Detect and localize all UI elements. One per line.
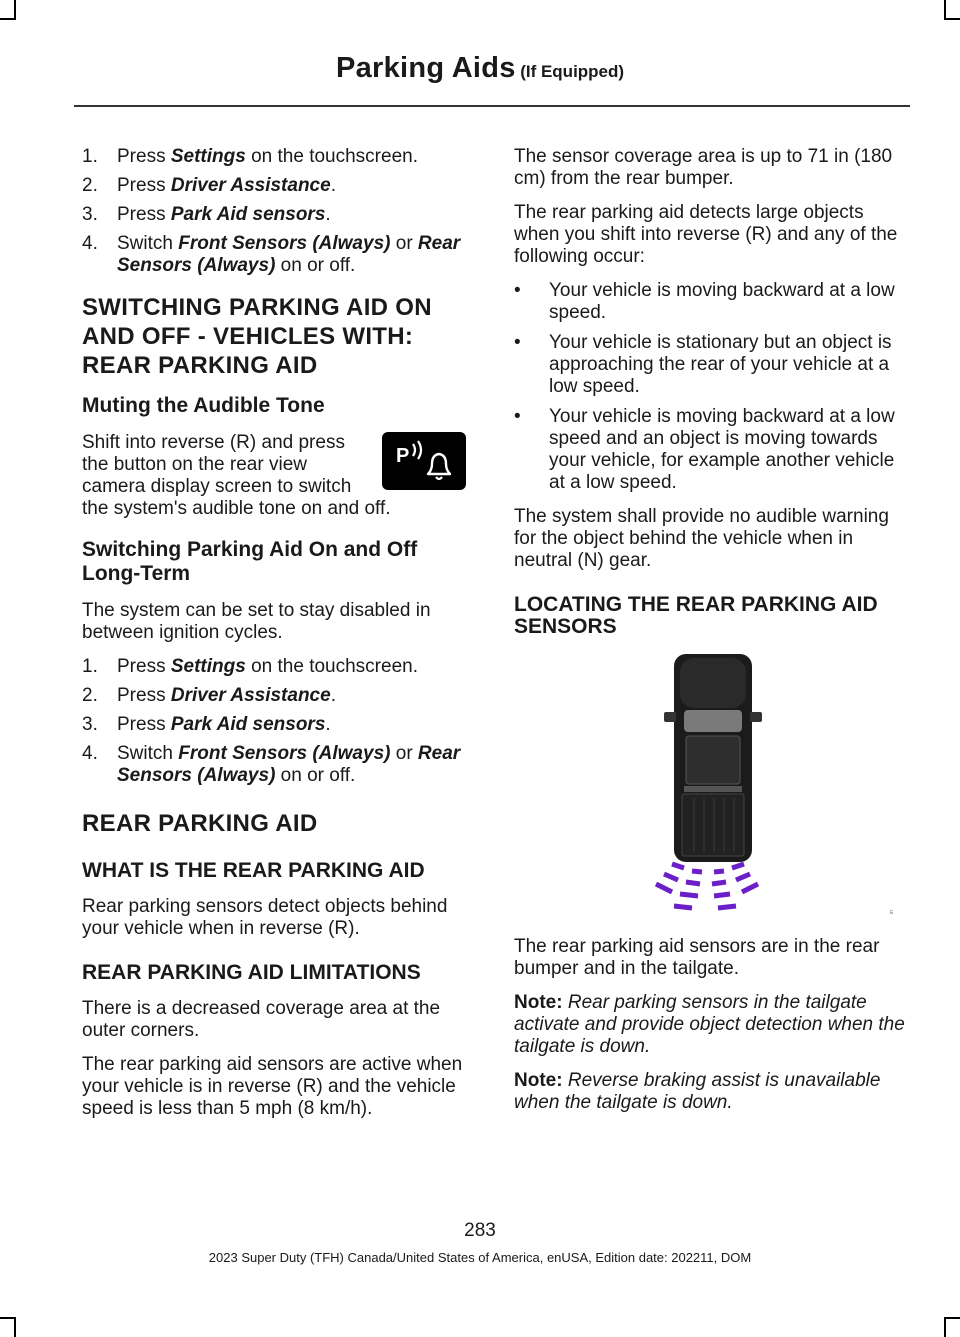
muting-paragraph: P Shift into reverse (R) and press the button on the rear view camera display screen to switch the system's audible tone on and off. [82, 432, 474, 520]
header-rule [74, 105, 910, 107]
page-number: 283 [464, 1220, 496, 1241]
steps-list-1 [82, 146, 474, 277]
crop-mark [944, 1317, 946, 1337]
list-item: 3. Press Park Aid sensors. [82, 204, 331, 225]
sensors-paragraph: The rear parking aid sensors are in the rear bumper and in the tailgate. [514, 936, 880, 979]
left-column [82, 146, 474, 1132]
conditions-list [514, 280, 906, 494]
note-1: Note: Rear parking sensors in the tailgate activate and provide object detection when the tailgate is down. [514, 992, 905, 1057]
crop-mark [14, 0, 16, 20]
list-item: 2. Press Driver Assistance. [82, 175, 336, 196]
crop-mark [14, 1317, 16, 1337]
section-heading-rear: REAR PARKING AID [82, 810, 318, 837]
subheading-what: WHAT IS THE REAR PARKING AID [82, 859, 425, 882]
page-title: Parking Aids [335, 52, 516, 84]
subheading-muting: Muting the Audible Tone [82, 394, 325, 417]
list-item: 4. Switch Front Sensors (Always) or Rear Sensors (Always) on or off. [82, 743, 461, 786]
list-item: 4. Switch Front Sensors (Always) or Rear Sensors (Always) on or off. [82, 233, 461, 276]
steps-list-2 [82, 656, 474, 787]
page-header [0, 52, 960, 85]
list-item: 3. Press Park Aid sensors. [82, 714, 331, 735]
list-item: • Your vehicle is moving backward at a low speed. [514, 280, 895, 323]
detect-paragraph: The rear parking aid detects large objects when you shift into reverse (R) and any of the following occur: [514, 202, 898, 267]
icon-label: P [396, 445, 410, 467]
list-item: 1. Press Settings on the touchscreen. [82, 146, 418, 167]
note-2: Note: Reverse braking assist is unavailable when the tailgate is down. [514, 1070, 881, 1113]
truck-image [514, 652, 906, 922]
truck-sensor-diagram [514, 652, 906, 922]
crop-mark [944, 18, 960, 20]
crop-mark [0, 18, 16, 20]
bell-icon [382, 432, 466, 490]
limits-paragraph-2: The rear parking aid sensors are active when your vehicle is in reverse (R) and the vehicle speed is less than 5 mph (8 km/h). [82, 1054, 463, 1119]
longterm-paragraph: The system can be set to stay disabled in between ignition cycles. [82, 600, 431, 643]
limits-paragraph-1: There is a decreased coverage area at the outer corners. [82, 998, 441, 1041]
crop-mark [944, 1317, 960, 1319]
sensor-arcs [656, 864, 758, 908]
image-code: E [890, 910, 894, 916]
page-footer: 2023 Super Duty (TFH) Canada/United States of America, enUSA, Edition date: 202211, DOM [208, 1250, 752, 1265]
neutral-paragraph: The system shall provide no audible warning for the object behind the vehicle when in neutral (N) gear. [514, 506, 889, 571]
crop-mark [944, 0, 946, 20]
parking-aid-mute-icon [382, 432, 466, 490]
crop-mark [0, 1317, 16, 1319]
list-item: • Your vehicle is stationary but an object is approaching the rear of your vehicle at a low speed. [514, 332, 892, 397]
list-item: 1. Press Settings on the touchscreen. [82, 656, 418, 677]
what-paragraph: Rear parking sensors detect objects behind your vehicle when in reverse (R). [82, 896, 448, 939]
subheading-locating: LOCATING THE REAR PARKING AID SENSORS [514, 593, 878, 638]
coverage-paragraph: The sensor coverage area is up to 71 in (180 cm) from the rear bumper. [514, 146, 893, 189]
right-column [514, 146, 906, 1126]
subheading-longterm: Switching Parking Aid On and Off Long-Term [82, 538, 418, 585]
subheading-limits: REAR PARKING AID LIMITATIONS [82, 961, 421, 984]
list-item: • Your vehicle is moving backward at a low speed and an object is moving towards your vehicle, for example another vehicle at a low speed. [514, 406, 895, 493]
list-item: 2. Press Driver Assistance. [82, 685, 336, 706]
section-heading-switching: SWITCHING PARKING AID ON AND OFF - VEHICLES WITH: REAR PARKING AID [82, 294, 432, 379]
page-subtitle: (If Equipped) [520, 62, 625, 81]
